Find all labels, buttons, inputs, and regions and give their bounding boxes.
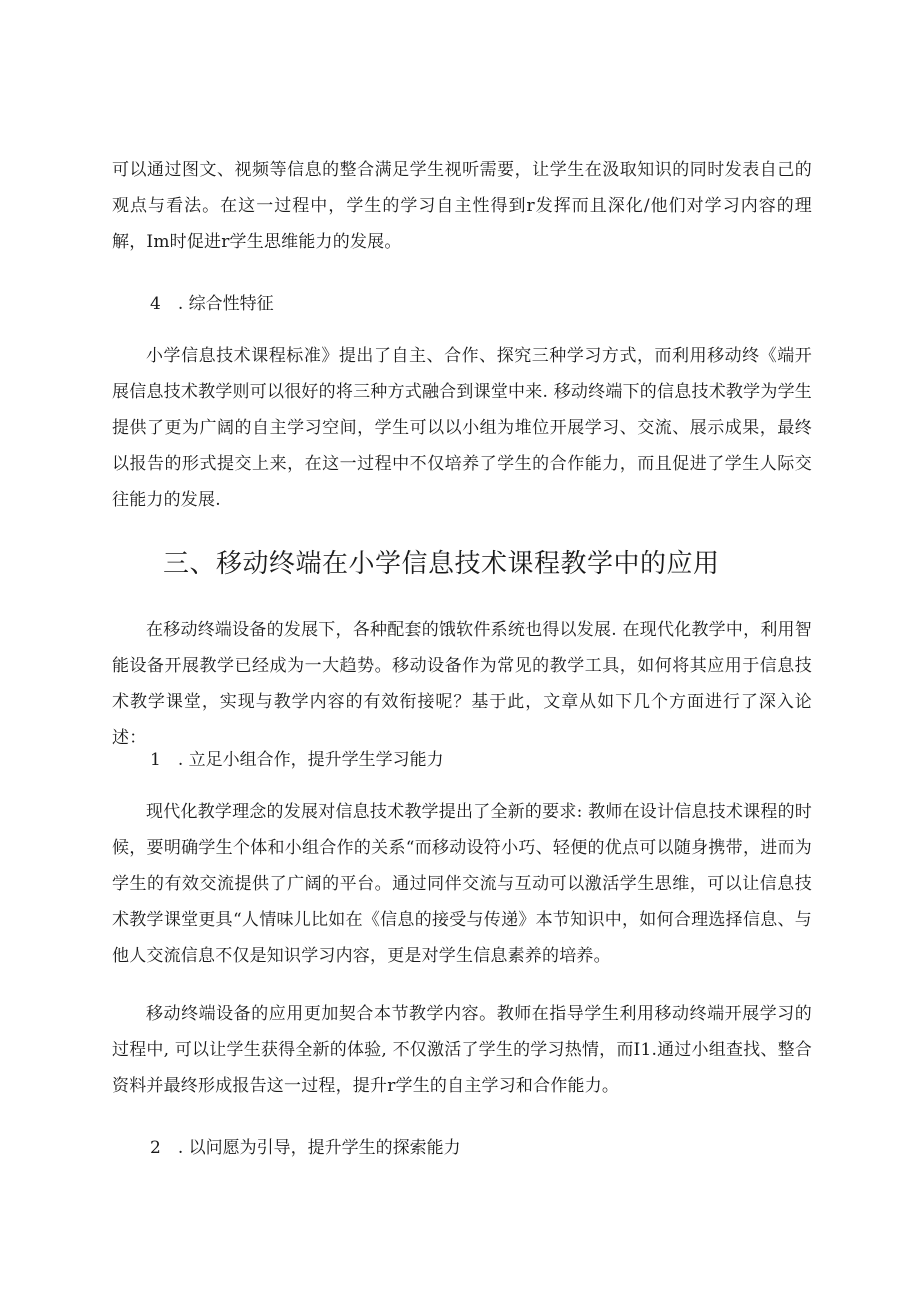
subheading-group-cooperation: 1 . 立足小组合作，提升学生学习能力 [150,750,444,770]
paragraph-group-cooperation: 现代化教学理念的发展对信息技术教学提出了全新的要求: 教师在设计信息技术课程的时候，要明确学生个体和小组合作的关系“而移动设符小巧、轻便的优点可以随身携带，进而为学生的有效交流提供了广阔的平台。通过同伴交流与互动可以激活学生思维，可以让信息技术教学课堂更具“人情味儿比如在《信息的接受与传递》本节知识中，如何合理选择信息、与他人交流信息不仅是知识学习内容，更是对学生信息素养的培养。 [112,802,812,966]
paragraph-mobile-device-application: 移动终端设备的应用更加契合本节教学内容。教师在指导学生利用移动终端开展学习的过程中, 可以让学生获得全新的体验, 不仅激活了学生的学习热情，而I1.通过小组查找、整合资料并最终形成报告这一过程，提升r学生的自主学习和合作能力。 [112,1004,812,1096]
subheading-problem-guidance: 2 . 以问愿为引导，提升学生的探索能力 [150,1138,461,1158]
section-intro-paragraph: 在移动终端设备的发展下，各种配套的饿软件系统也得以发展. 在现代化教学中，利用智能设备开展教学已经成为一大趋势。移动设备作为常见的教学工具，如何将其应用于信息技术教学课堂，实现与教学内容的有效衔接呢？基于此，文章从如下几个方面进行了深入论述： [112,620,812,748]
continuation-paragraph: 可以通过图文、视频等信息的整合满足学生视听需要，让学生在汲取知识的同时发表自己的观点与看法。在这一过程中，学生的学习自主性得到r发挥而且深化/他们对学习内容的理解，Im时促进r学生思维能力的发展。 [112,160,812,252]
subheading-comprehensive-features: 4 . 综合性特征 [150,294,274,314]
section-title-mobile-terminal-application: 三、移动终端在小学信息技术课程教学中的应用 [163,549,720,579]
paragraph-comprehensive-features: 小学信息技术课程标准》提出了自主、合作、探究三种学习方式，而利用移动终《端开展信息技术教学则可以很好的将三种方式融合到课堂中来. 移动终端下的信息技术教学为学生提供了更为广阔的自主学习空间，学生可以以小组为堆位开展学习、交流、展示成果，最终以报告的形式提交上来，在这一过程中不仅培养了学生的合作能力，而且促进了学生人际交往能力的发展. [112,346,812,510]
